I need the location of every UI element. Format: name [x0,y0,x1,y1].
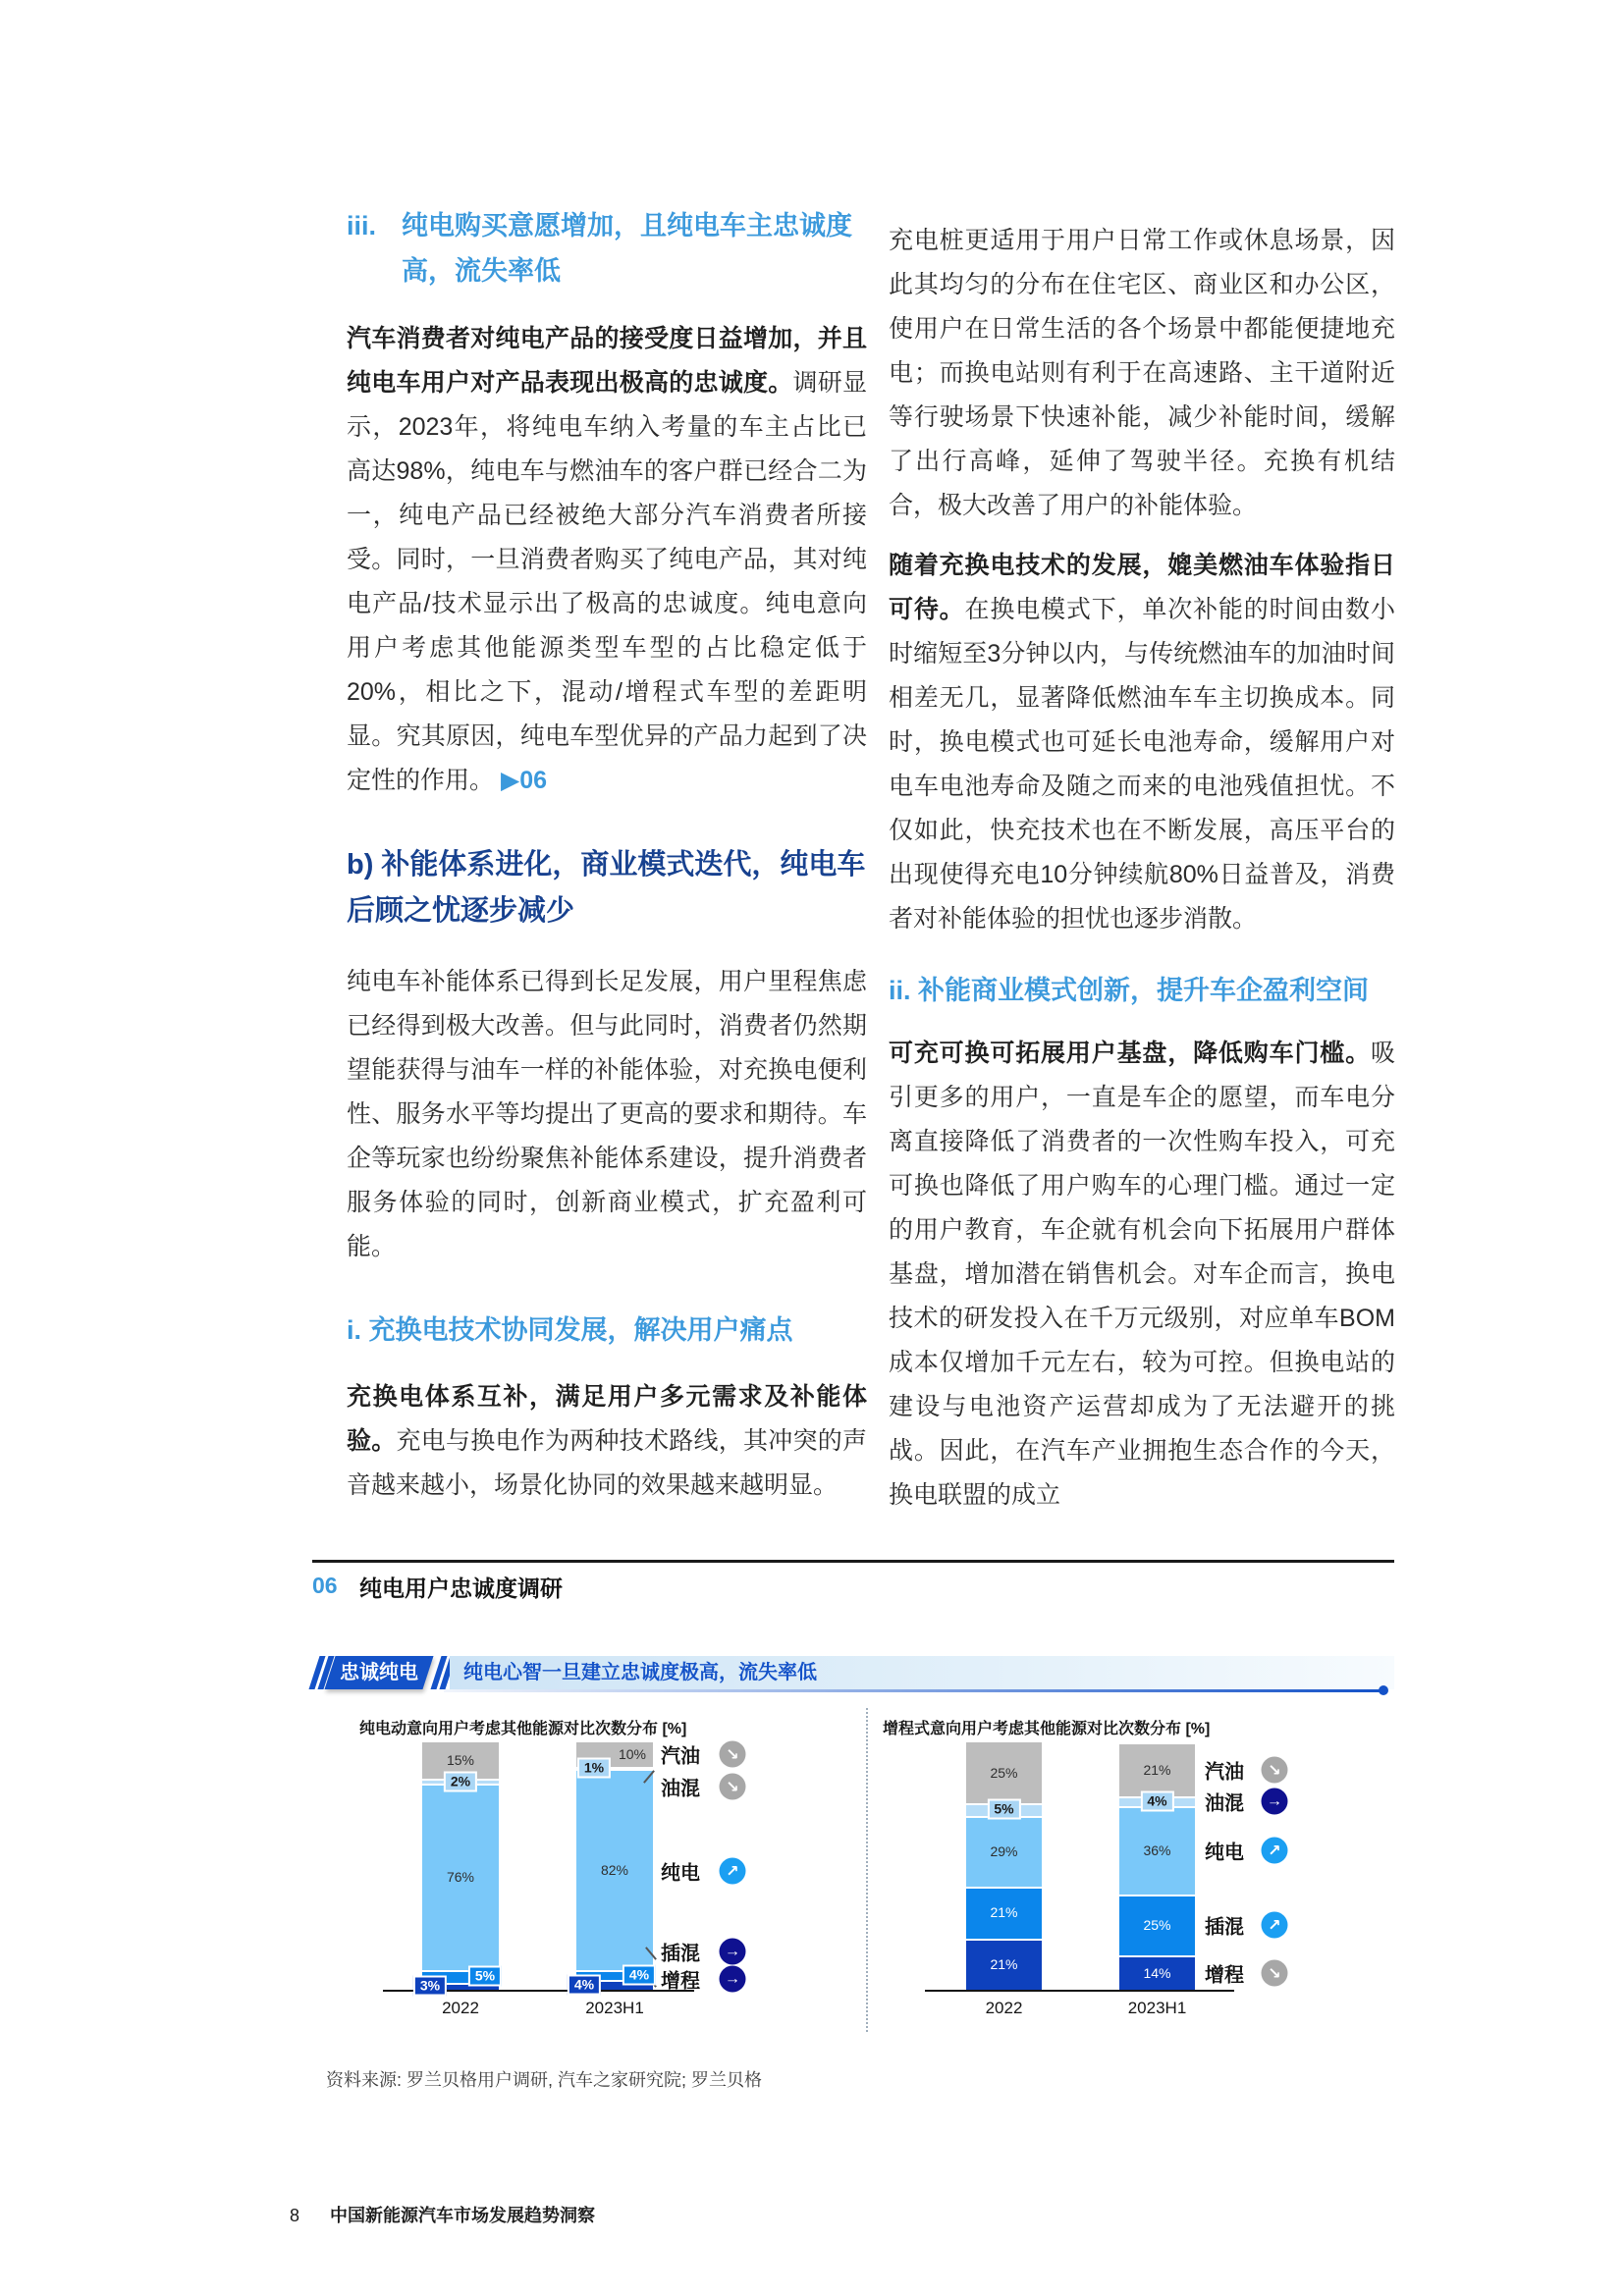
paragraph [347,317,867,803]
bar-value-label: 5% [468,1966,502,1987]
footer-title: 中国新能源汽车市场发展趋势洞察 [330,2206,596,2225]
trend-down-arrow-icon: ↘ [1262,1960,1288,1987]
paragraph-lead: 可充可换可拓展用户基盘，降低购车门槛。 [889,1040,1371,1067]
trend-down-arrow-icon: ↘ [1262,1757,1288,1784]
legend-label: 汽油 [1205,1761,1244,1784]
figure-top-rule [312,1560,1394,1563]
heading-iii-marker: iii. [347,211,377,240]
trend-down-arrow-icon: ↘ [720,1741,746,1768]
figure-reference: ▶06 [500,767,548,794]
trend-up-arrow-icon: ↗ [720,1858,746,1885]
bar-value-label: 21% [990,1955,1018,1972]
figure-number: 06 [312,1573,338,1598]
bar-value-label: 25% [1143,1916,1171,1933]
category-label: 2023H1 [585,1999,644,2017]
paragraph-lead: 汽车消费者对纯电产品的接受度日益增加，并且纯电车用户对产品表现出极高的忠诚度。 [347,325,867,397]
figure-source: 资料来源: 罗兰贝格用户调研, 汽车之家研究院; 罗兰贝格 [326,2070,763,2090]
bar-value-label: 29% [990,1842,1018,1859]
bar-value-label: 1% [577,1757,611,1778]
paragraph [347,1375,867,1508]
x-axis-line [925,1990,1234,1992]
heading-i: i. 充换电技术协同发展，解决用户痛点 [347,1315,793,1345]
bar-value-label: 5% [987,1799,1020,1820]
chart-erev-intenders [866,1708,1396,2032]
page-footer [290,2202,595,2227]
bar-value-label: 3% [413,1976,447,1997]
trend-up-arrow-icon: ↗ [1262,1838,1288,1864]
bar-value-label: 21% [990,1904,1018,1921]
bar-value-label: 15% [446,1752,475,1769]
bar-value-label: 21% [1143,1762,1171,1779]
trend-right-arrow-icon: → [720,1966,746,1993]
trend-down-arrow-icon: ↘ [720,1774,746,1800]
paragraph-body: 在换电模式下，单次补能的时间由数小时缩短至3分钟以内，与传统燃油车的加油时间相差无几，显著降低燃油车车主切换成本。同时，换电模式也可延长电池寿命，缓解用户对电车电池寿命及随之而来的电池残值担忧。不仅如此，快充技术也在不断发展，高压平台的出现使得充电10分钟续航80%日益普及，消费者对补能体验的担忧也逐步消散。 [889,596,1395,933]
legend-label: 油混 [1205,1792,1244,1815]
banner-band [450,1656,1394,1689]
chart-title: 纯电动意向用户考虑其他能源对比次数分布 [%] [359,1721,687,1737]
page-number: 8 [290,2206,300,2225]
left-column [347,203,867,1508]
banner-line-end-dot [1379,1685,1388,1695]
category-label: 2022 [442,1999,479,2017]
paragraph-body: 调研显示，2023年，将纯电车纳入考量的车主占比已高达98%，纯电车与燃油车的客户群已经合二为一，纯电产品已经被绝大部分汽车消费者所接受。同时，一旦消费者购买了纯电产品，其对纯电产品/技术显示出了极高的忠诚度。纯电意向用户考虑其他能源类型车型的占比稳定低于20%，相比之下，混动/增程式车型的差距明显。究其原因，纯电车型优异的产品力起到了决定性的作用。 [347,369,867,794]
bar-value-label: 4% [1140,1790,1173,1811]
paragraph-lead: 随着充换电技术的发展，媲美燃油车体验指日可待。 [889,552,1395,623]
heading-iii-text: 纯电购买意愿增加，且纯电车主忠诚度高，流失率低 [402,211,852,286]
trend-right-arrow-icon: → [720,1939,746,1965]
figure-title: 纯电用户忠诚度调研 [359,1575,563,1601]
bar-value-label: 4% [623,1965,656,1986]
legend-label: 油混 [661,1778,700,1800]
category-label: 2023H1 [1127,1999,1187,2017]
figure-banner [312,1656,1394,1689]
bar-value-label: 36% [1143,1842,1171,1858]
legend-label: 增程 [661,1970,700,1993]
paragraph-lead: 充换电体系互补，满足用户多元需求及补能体验。 [347,1383,867,1455]
bar-value-label: 2% [444,1771,477,1791]
paragraph [889,544,1395,941]
bar-value-label: 76% [446,1869,475,1885]
bar-value-label: 25% [990,1764,1018,1781]
banner-tag-label: 忠诚纯电 [340,1662,418,1683]
banner-subtitle: 纯电心智一旦建立忠诚度极高，流失率低 [463,1662,817,1683]
legend-label: 纯电 [1205,1842,1244,1864]
legend-label: 纯电 [661,1862,700,1885]
category-label: 2022 [985,1999,1023,2017]
trend-up-arrow-icon: ↗ [1262,1912,1288,1939]
bar-value-label: 4% [568,1975,601,1996]
bar-value-label: 14% [1143,1964,1171,1981]
bar-value-label: 10% [618,1746,647,1762]
banner-underline [444,1689,1382,1692]
paragraph: 纯电车补能体系已得到长足发展，用户里程焦虑已经得到极大改善。但与此同时，消费者仍然期望能获得与油车一样的补能体验，对充换电便利性、服务水平等均提出了更高的要求和期待。车企等玩家也纷纷聚焦补能体系建设，提升消费者服务体验的同时，创新商业模式，扩充盈利可能。 [347,968,867,1260]
bar-value-label: 82% [600,1861,629,1878]
chart-bev-intenders [312,1708,842,2032]
paragraph-body: 吸引更多的用户，一直是车企的愿望，而车电分离直接降低了消费者的一次性购车投入，可充可换也降低了用户购车的心理门槛。通过一定的用户教育，车企就有机会向下拓展用户群体基盘，增加潜在销售机会。对车企而言，换电技术的研发投入在千万元级别，对应单车BOM成本仅增加千元左右，较为可控。但换电站的建设与电池资产运营却成为了无法避开的挑战。因此，在汽车产业拥抱生态合作的今天，换电联盟的成立 [889,1040,1395,1509]
heading-b: b) 补能体系进化，商业模式迭代，纯电车后顾之忧逐步减少 [347,849,866,927]
legend-label: 汽油 [661,1745,700,1768]
paragraph: 充电桩更适用于用户日常工作或休息场景，因此其均匀的分布在住宅区、商业区和办公区，使用户在日常生活的各个场景中都能便捷地充电；而换电站则有利于在高速路、主干道附近等行驶场景下快速补能，减少补能时间，缓解了出行高峰，延伸了驾驶半径。充换有机结合，极大改善了用户的补能体验。 [889,227,1395,519]
paragraph-body: 充电与换电作为两种技术路线，其冲突的声音越来越小，场景化协同的效果越来越明显。 [347,1427,867,1499]
chart-title: 增程式意向用户考虑其他能源对比次数分布 [%] [883,1721,1211,1737]
right-column [889,219,1395,1518]
paragraph [889,1032,1395,1518]
trend-right-arrow-icon: → [1262,1789,1288,1815]
legend-label: 插混 [661,1943,700,1965]
legend-label: 插混 [1205,1916,1244,1939]
heading-iii [347,203,867,294]
banner-tag [324,1656,433,1689]
heading-ii: ii. 补能商业模式创新，提升车企盈利空间 [889,976,1370,1005]
legend-label: 增程 [1205,1964,1244,1987]
